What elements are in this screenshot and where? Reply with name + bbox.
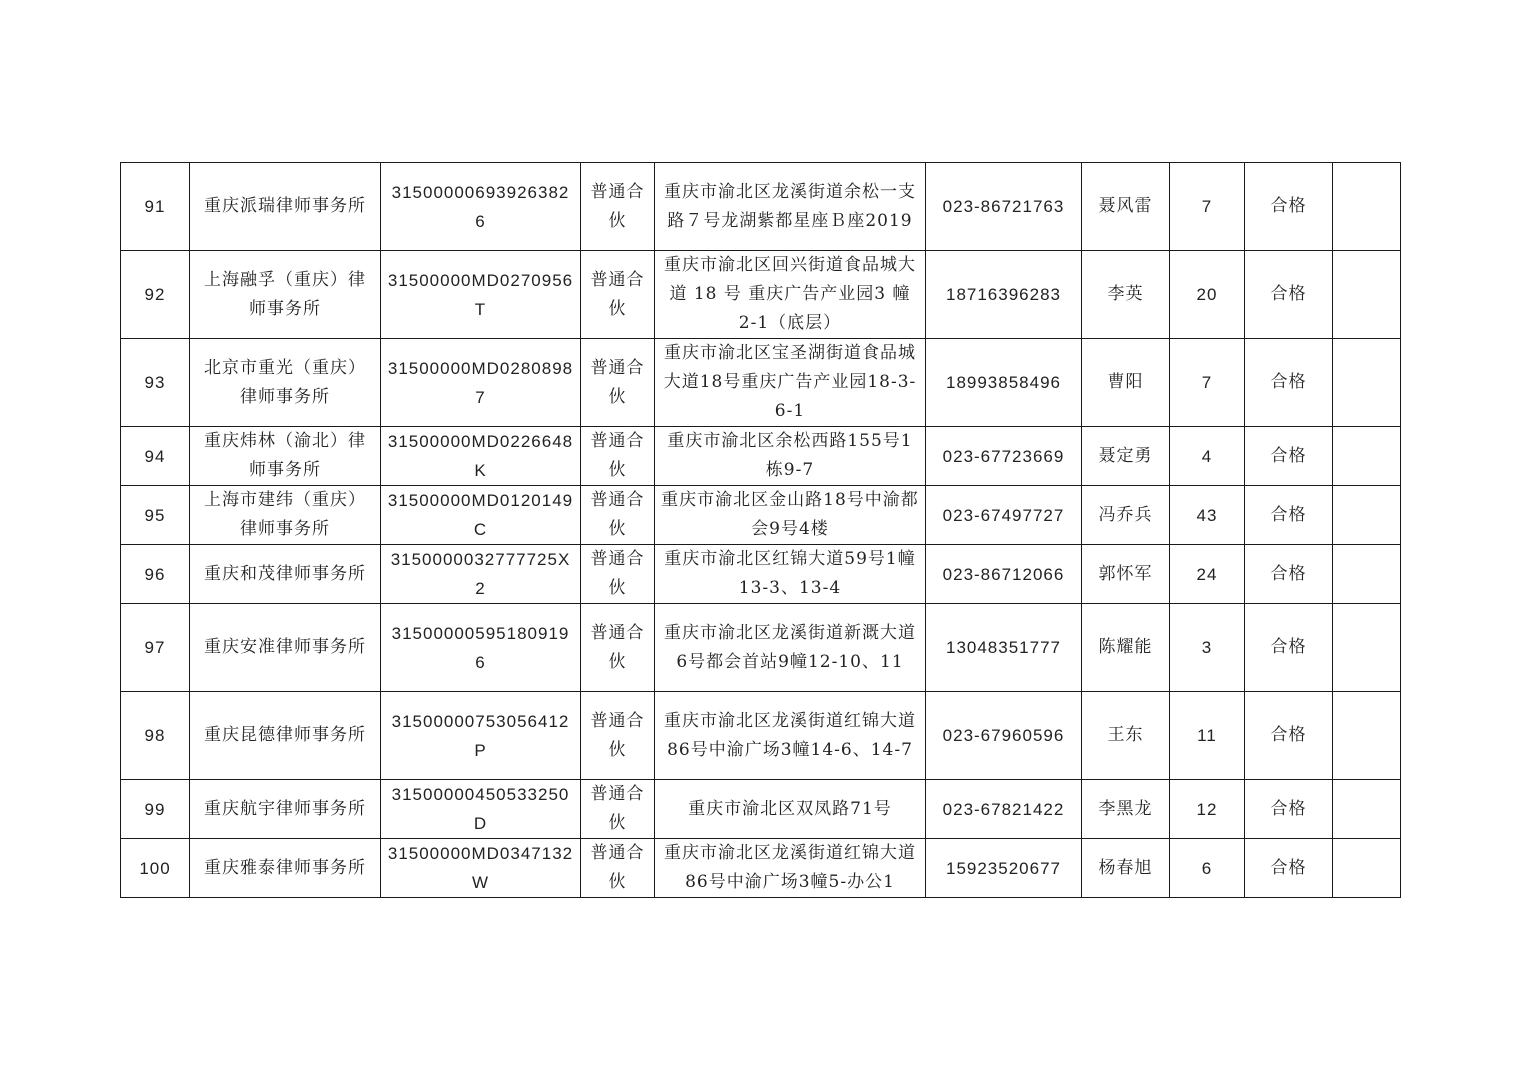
assessment-result: 合格	[1245, 486, 1333, 545]
remarks	[1333, 486, 1401, 545]
row-number: 98	[121, 692, 190, 780]
law-firm-table	[120, 162, 1401, 898]
lawyer-count: 24	[1170, 545, 1245, 604]
row-number: 95	[121, 486, 190, 545]
firm-name: 北京市重光（重庆）律师事务所	[190, 339, 381, 427]
lawyer-count: 11	[1170, 692, 1245, 780]
row-number: 93	[121, 339, 190, 427]
person-in-charge: 曹阳	[1082, 339, 1170, 427]
address: 重庆市渝北区红锦大道59号1幢13-3、13-4	[655, 545, 926, 604]
row-number: 96	[121, 545, 190, 604]
firm-name: 重庆航宇律师事务所	[190, 780, 381, 839]
table-row	[121, 780, 1401, 839]
assessment-result: 合格	[1245, 692, 1333, 780]
organization-type: 普通合伙	[581, 780, 655, 839]
credit-code: 3150000032777725X2	[381, 545, 581, 604]
person-in-charge: 聂风雷	[1082, 163, 1170, 251]
table-row	[121, 692, 1401, 780]
table-row	[121, 427, 1401, 486]
credit-code: 315000005951809196	[381, 604, 581, 692]
assessment-result: 合格	[1245, 339, 1333, 427]
phone: 18993858496	[926, 339, 1082, 427]
phone: 023-67960596	[926, 692, 1082, 780]
assessment-result: 合格	[1245, 251, 1333, 339]
table-row	[121, 163, 1401, 251]
row-number: 100	[121, 839, 190, 898]
assessment-result: 合格	[1245, 839, 1333, 898]
table-row	[121, 604, 1401, 692]
organization-type: 普通合伙	[581, 839, 655, 898]
assessment-result: 合格	[1245, 427, 1333, 486]
remarks	[1333, 163, 1401, 251]
assessment-result: 合格	[1245, 545, 1333, 604]
assessment-result: 合格	[1245, 163, 1333, 251]
firm-name: 上海融孚（重庆）律师事务所	[190, 251, 381, 339]
row-number: 92	[121, 251, 190, 339]
phone: 13048351777	[926, 604, 1082, 692]
person-in-charge: 李黑龙	[1082, 780, 1170, 839]
lawyer-count: 7	[1170, 339, 1245, 427]
phone: 023-86712066	[926, 545, 1082, 604]
row-number: 91	[121, 163, 190, 251]
phone: 023-67497727	[926, 486, 1082, 545]
person-in-charge: 李英	[1082, 251, 1170, 339]
assessment-result: 合格	[1245, 780, 1333, 839]
firm-name: 重庆安准律师事务所	[190, 604, 381, 692]
organization-type: 普通合伙	[581, 486, 655, 545]
phone: 023-86721763	[926, 163, 1082, 251]
organization-type: 普通合伙	[581, 545, 655, 604]
table-row	[121, 251, 1401, 339]
credit-code: 31500000MD0270956T	[381, 251, 581, 339]
address: 重庆市渝北区回兴街道食品城大道 18 号 重庆广告产业园3 幢 2-1（底层）	[655, 251, 926, 339]
address: 重庆市渝北区宝圣湖街道食品城大道18号重庆广告产业园18-3-6-1	[655, 339, 926, 427]
organization-type: 普通合伙	[581, 163, 655, 251]
person-in-charge: 聂定勇	[1082, 427, 1170, 486]
phone: 15923520677	[926, 839, 1082, 898]
phone: 023-67723669	[926, 427, 1082, 486]
address: 重庆市渝北区龙溪街道新溉大道6号都会首站9幢12-10、11	[655, 604, 926, 692]
firm-name: 重庆雅泰律师事务所	[190, 839, 381, 898]
address: 重庆市渝北区余松西路155号1栋9-7	[655, 427, 926, 486]
row-number: 99	[121, 780, 190, 839]
organization-type: 普通合伙	[581, 604, 655, 692]
row-number: 94	[121, 427, 190, 486]
address: 重庆市渝北区双凤路71号	[655, 780, 926, 839]
organization-type: 普通合伙	[581, 692, 655, 780]
table-row	[121, 839, 1401, 898]
firm-name: 重庆炜林（渝北）律师事务所	[190, 427, 381, 486]
organization-type: 普通合伙	[581, 251, 655, 339]
firm-name: 上海市建纬（重庆）律师事务所	[190, 486, 381, 545]
remarks	[1333, 839, 1401, 898]
table-row	[121, 545, 1401, 604]
remarks	[1333, 545, 1401, 604]
table-body	[121, 163, 1401, 898]
remarks	[1333, 427, 1401, 486]
firm-name: 重庆昆德律师事务所	[190, 692, 381, 780]
phone: 023-67821422	[926, 780, 1082, 839]
table-row	[121, 339, 1401, 427]
person-in-charge: 王东	[1082, 692, 1170, 780]
lawyer-count: 12	[1170, 780, 1245, 839]
credit-code: 31500000450533250D	[381, 780, 581, 839]
credit-code: 31500000MD0120149C	[381, 486, 581, 545]
lawyer-count: 6	[1170, 839, 1245, 898]
firm-name: 重庆和茂律师事务所	[190, 545, 381, 604]
lawyer-count: 3	[1170, 604, 1245, 692]
credit-code: 31500000693926382​6	[381, 163, 581, 251]
table-row	[121, 486, 1401, 545]
address: 重庆市渝北区龙溪街道红锦大道86号中渝广场3幢5-办公1	[655, 839, 926, 898]
remarks	[1333, 692, 1401, 780]
remarks	[1333, 604, 1401, 692]
row-number: 97	[121, 604, 190, 692]
remarks	[1333, 339, 1401, 427]
credit-code: 31500000MD0226648K	[381, 427, 581, 486]
lawyer-count: 4	[1170, 427, 1245, 486]
credit-code: 31500000MD02808987	[381, 339, 581, 427]
address: 重庆市渝北区龙溪街道红锦大道86号中渝广场3幢14-6、14-7	[655, 692, 926, 780]
address: 重庆市渝北区金山路18号中渝都会9号4楼	[655, 486, 926, 545]
person-in-charge: 杨春旭	[1082, 839, 1170, 898]
lawyer-count: 7	[1170, 163, 1245, 251]
remarks	[1333, 251, 1401, 339]
organization-type: 普通合伙	[581, 339, 655, 427]
person-in-charge: 郭怀军	[1082, 545, 1170, 604]
organization-type: 普通合伙	[581, 427, 655, 486]
credit-code: 3150000075305641​2P	[381, 692, 581, 780]
credit-code: 31500000MD0347132W	[381, 839, 581, 898]
address: 重庆市渝北区龙溪街道余松一支路７号龙湖紫都星座Ｂ座2019	[655, 163, 926, 251]
person-in-charge: 陈耀能	[1082, 604, 1170, 692]
lawyer-count: 43	[1170, 486, 1245, 545]
remarks	[1333, 780, 1401, 839]
firm-name: 重庆派瑞律师事务所	[190, 163, 381, 251]
person-in-charge: 冯乔兵	[1082, 486, 1170, 545]
lawyer-count: 20	[1170, 251, 1245, 339]
phone: 18716396283	[926, 251, 1082, 339]
assessment-result: 合格	[1245, 604, 1333, 692]
